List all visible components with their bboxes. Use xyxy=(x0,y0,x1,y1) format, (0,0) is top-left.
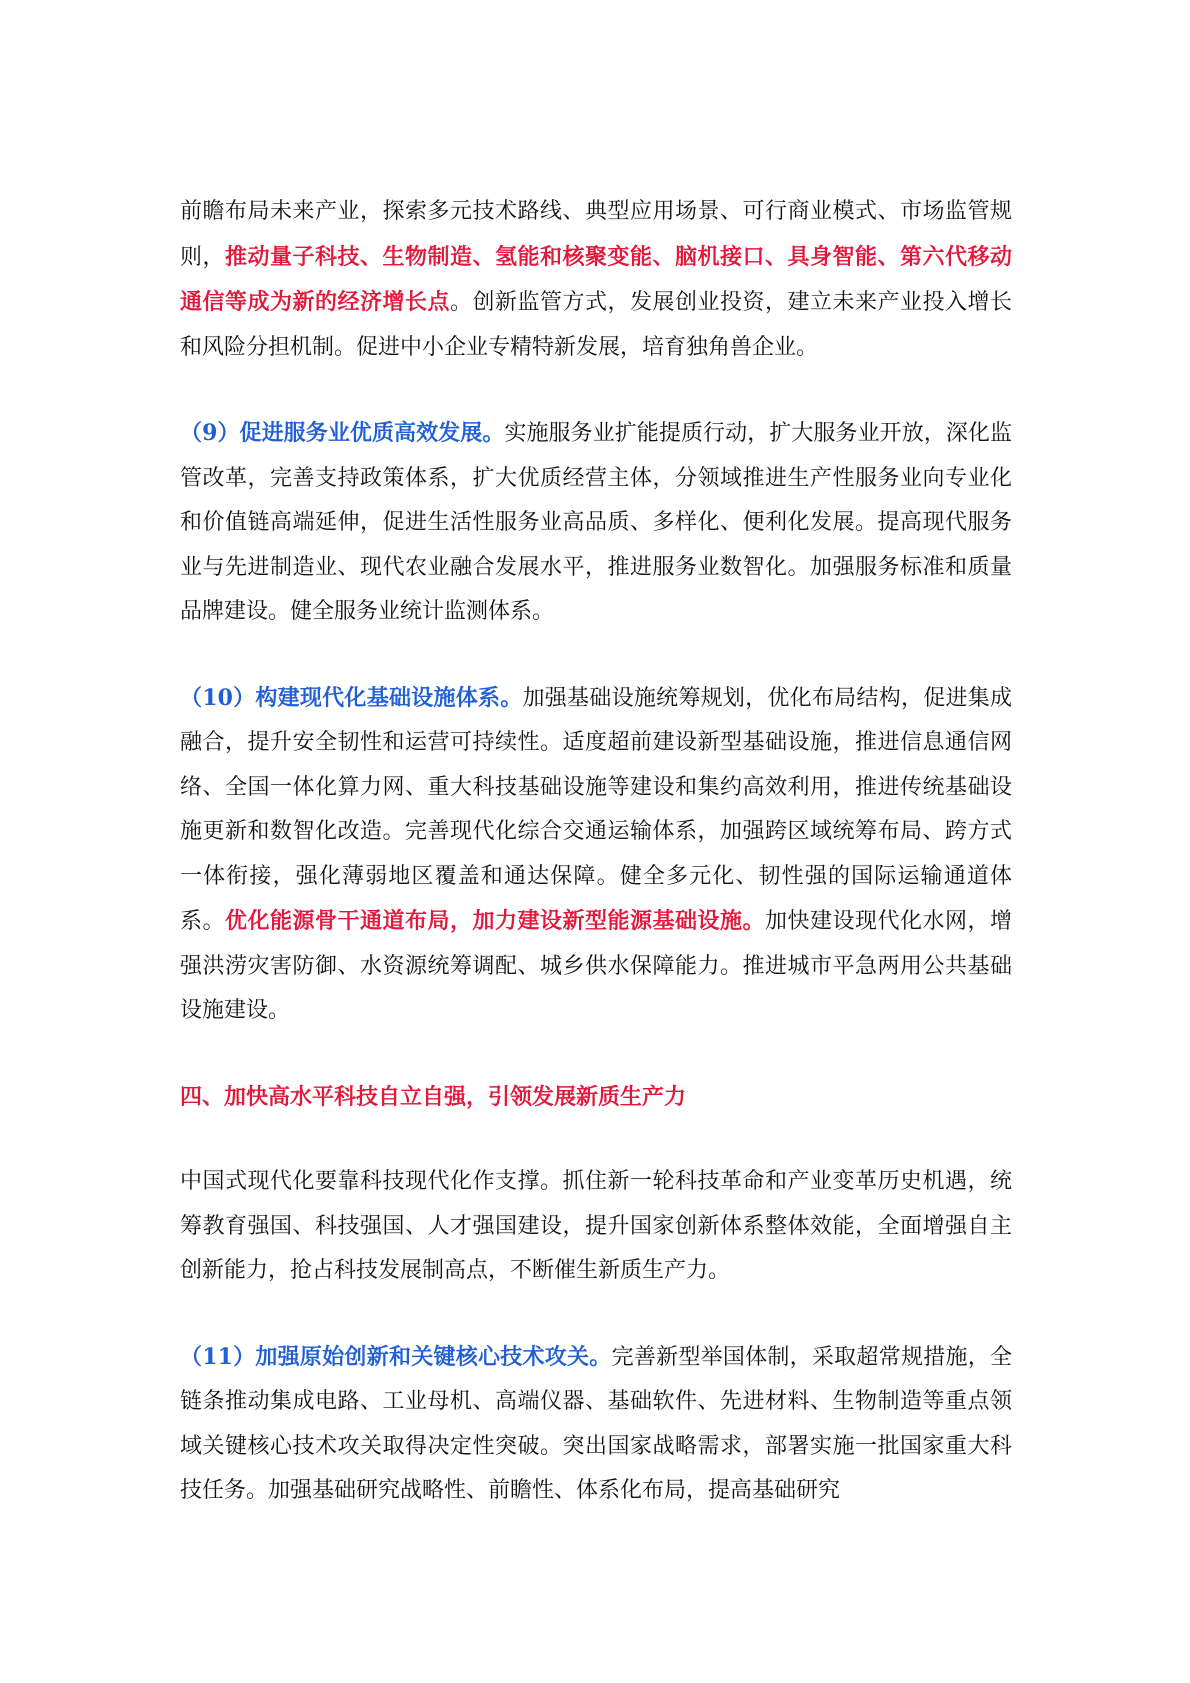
body-text: 实施服务业扩能提质行动，扩大服务业开放，深化监管改革，完善支持政策体系，扩大优质经营主体，分领域推进生产性服务业向专业化和价值链高端延伸，促进生活性服务业高品质、多样化、便利化发展。提高现代服务业与先进制造业、现代农业融合发展水平，推进服务业数智化。加强服务标准和质量品牌建设。健全服务业统计监测体系。 xyxy=(180,421,1012,624)
paragraph-gap xyxy=(180,635,1012,676)
body-text: 加快建设现代化水网，增强洪涝灾害防御、水资源统筹调配、城乡供水保障能力。推进城市平急两用公共基础设施建设。 xyxy=(180,909,1012,1023)
item-title: （11）加强原始创新和关键核心技术攻关。 xyxy=(180,1343,612,1370)
body-text: 。创新监管方式，发展创业投资，建立未来产业投入增长和风险分担机制。促进中小企业专精特新发展，培育独角兽企业。 xyxy=(180,290,1012,360)
item-title: （9）促进服务业优质高效发展。 xyxy=(180,420,505,446)
body-text: 中国式现代化要靠科技现代化作支撑。抓住新一轮科技革命和产业变革历史机遇，统筹教育强国、科技强国、人才强国建设，提升国家创新体系整体效能，全面增强自主创新能力，抢占科技发展制高点，不断催生新质生产力。 xyxy=(180,1169,1012,1283)
body-text: 加强基础设施统筹规划，优化布局结构，促进集成融合，提升安全韧性和运营可持续性。适度超前建设新型基础设施，推进信息通信网络、全国一体化算力网、重大科技基础设施等建设和集约高效利用，推进传统基础设施更新和数智化改造。完善现代化综合交通运输体系，加强跨区域统筹布局、跨方式一体衔接，强化薄弱地区覆盖和通达保障。健全多元化、韧性强的国际运输通道体系。 xyxy=(180,685,1012,934)
paragraph-future-industries xyxy=(180,190,1012,370)
body-text: 完善新型举国体制，采取超常规措施，全链条推动集成电路、工业母机、高端仪器、基础软件、先进材料、生物制造等重点领域关键核心技术攻关取得决定性突破。突出国家战略需求，部署实施一批国家重大科技任务。加强基础研究战略性、前瞻性、体系化布局，提高基础研究 xyxy=(180,1344,1012,1503)
paragraph-gap xyxy=(180,1119,1012,1160)
highlight-text: 优化能源骨干通道布局，加力建设新型能源基础设施。 xyxy=(225,908,765,934)
highlight-text: 推动量子科技、生物制造、氢能和核聚变能、脑机接口、具身智能、第六代移动通信等成为新的经济增长点 xyxy=(180,243,1012,315)
section-heading: 四、加快高水平科技自立自强，引领发展新质生产力 xyxy=(180,1083,687,1110)
body-text: 前瞻布局未来产业，探索多元技术路线、典型应用场景、可行商业模式、市场监管规则， xyxy=(180,199,1012,270)
paragraph-gap xyxy=(180,1034,1012,1075)
paragraph-gap xyxy=(180,1294,1012,1335)
document-page xyxy=(180,190,1012,1514)
paragraph-tech-intro xyxy=(180,1160,1012,1294)
paragraph-infrastructure xyxy=(180,676,1012,1034)
paragraph-gap xyxy=(180,370,1012,411)
paragraph-original-innovation xyxy=(180,1335,1012,1514)
paragraph-services xyxy=(180,411,1012,635)
item-title: （10）构建现代化基础设施体系。 xyxy=(180,684,523,711)
